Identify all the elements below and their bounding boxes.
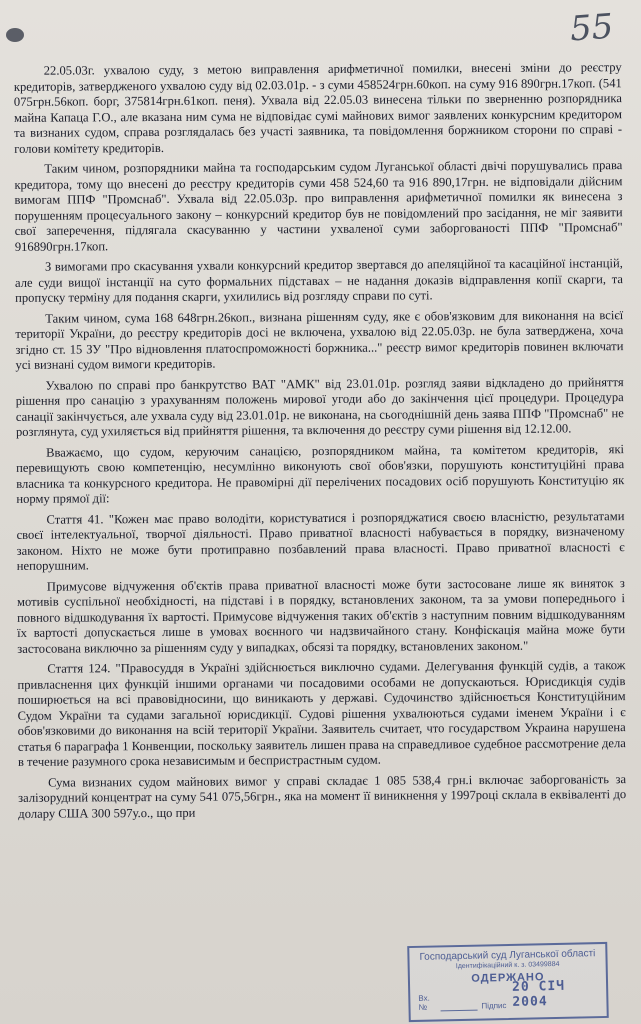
stamp-in-no-label: Вх.№ bbox=[418, 993, 430, 1012]
stamp-line bbox=[440, 1010, 477, 1012]
ink-blot bbox=[6, 28, 24, 42]
stamp-received-label: ОДЕРЖАНО bbox=[471, 971, 545, 985]
paragraph: Таким чином, сума 168 648грн.26коп., визнана рішенням суду, яке є обов'язковим для виконання на всієї території України, до реєстру кредиторів досі не включена, ухвалою від 22.05.03р. не була затверджена, хоча згідно ст. 15 ЗУ "Про відновлення платоспроможності боржника..." реєстр вимог кредиторів повинен включати усі визнані судом вимоги кредиторів. bbox=[15, 307, 624, 372]
document-body bbox=[14, 60, 627, 827]
stamp-code: Ідентифікаційний к. з. 03499884 bbox=[455, 960, 560, 971]
stamp-row bbox=[418, 978, 599, 1012]
stamp-court-name: Господарський суд Луганської області bbox=[419, 948, 596, 963]
paragraph: Таким чином, розпорядники майна та господарським судом Луганської області двічі порушувались права кредитора, тому що внесені до реєстру кредиторів суми 458 524,60 та 916 890,17грн. не відповідали дійсним вимогам ППФ "Промснаб". Ухвала від 22.05.03р. про виправлення арифметичної помилки як винесена з порушенням процесуального закону – конкурсний кредитор був не повідомлений про засідання, не міг заявити свої заперечення, підлягала скасуванню у частини ухваленої суми заборгованості ППФ "Промснаб" 916890грн.17коп. bbox=[14, 158, 623, 254]
paragraph: Сума визнаних судом майнових вимог у справі складає 1 085 538,4 грн.і включає заборгованість за залізорудний концентрат на суму 541 075,56грн., яка на момент її виникнення у 1997році склала в еквіваленті до долару США 300 597у.о., що при bbox=[18, 771, 627, 821]
paragraph: Вважаємо, що судом, керуючим санацією, розпорядником майна, та комітетом кредиторів, які перевищують свою компетенцію, несумлінно виконують свої обов'язки, порушують конституційні права власника та конкурсного кредитора. Не правомірні дії перелічених посадових осіб порушують Конституцію як норму прямої дії: bbox=[16, 441, 625, 506]
stamp-date: 20 СІЧ 2004 bbox=[511, 978, 566, 1010]
quote-article-124: Стаття 124. "Правосуддя в Україні здійснюється виключно судами. Делегування функцій судів, а також привласнення цих функцій іншими органами чи посадовими особами не допускаються. Юрисдикція судів поширюється на всі правовідносини, що виникають у державі. Судочинство здійснюється Конституційним Судом України та судами загальної юрисдикції. Судові рішення ухвалюються судами іменем України і є обов'язковими до виконання на всій території України. Заявитель считает, что государством Украина нарушена статья 6 параграфа 1 Конвенции, поскольку заявитель лишен права на справедливое судебное рассмотрение дела в течение разумного срока независимым и беспристрастным судом. bbox=[17, 658, 626, 769]
received-stamp bbox=[407, 942, 609, 1022]
stamp-signature-label: Підпис bbox=[481, 1001, 507, 1011]
paragraph: 22.05.03г. ухвалою суду, з метою виправлення арифметичної помилки, внесені зміни до реєстру кредиторів, затвердженого ухвалою суду від 02.03.01р. - з суми 458524грн.60коп. на суму 916 890грн.17коп. (541 075грн.56коп. борг, 375814грн.61коп. пеня). Ухвала від 22.05.03 винесена тільки по зверненню розпорядника майна Капаца Г.О., але вказана ним сума не відповідає сумі майнових вимог заявлених конкурсним кредитором та визнаних судом, справа розглядалась без участі заявника, та повідомлення боржником сторони по справі - голови комітету кредиторів. bbox=[13, 60, 623, 156]
paragraph: З вимогами про скасування ухвали конкурсний кредитор звертався до апеляційної та касаційної інстанцій, але суди вищої інстанції на суто формальних підставах – не надання доказів відправлення копії скарги, та пропуску терміну для подання скарги, ухилились від розгляду справи по суті. bbox=[14, 256, 624, 305]
quote-article-41-cont: Примусове відчуження об'єктів права приватної власності може бути застосоване лише як виняток з мотивів суспільної необхідності, на підставі і в порядку, встановлених законом, та за умови попереднього і повного відшкодування їх вартості. Примусове відчуження таких об'єктів з наступним повним відшкодуванням їх вартості допускається лише в умовах воєнного чи надзвичайного стану. Конфіскація майна може бути застосована виключно за рішенням суду у випадках, обсязі та порядку, встановлених законом." bbox=[16, 575, 626, 656]
paragraph: Ухвалою по справі про банкрутство ВАТ "АМК" від 23.01.01р. розгляд заяви відкладено до прийняття рішення про санацію з урахуванням положень мирової угоди або до закінчення цієї процедури. Процедура санації закінчується, але ухвала суду від 23.01.01р. не виконана, на сьогоднішній день заява ППФ "Промснаб" не розглянута, суд ухиляється від прийняття рішення, та включення до реєстру суми рішення від 12.12.00. bbox=[15, 374, 624, 439]
page-number: 55 bbox=[568, 6, 615, 50]
quote-article-41: Стаття 41. "Кожен має право володіти, користуватися і розпоряджатися своєю власністю, результатами своєї інтелектуальної, творчої діяльності. Право приватної власності набувається в порядку, визначеному законом. Ніхто не може бути протиправно позбавлений права власності. Право приватної власності є непорушним. bbox=[16, 508, 625, 573]
